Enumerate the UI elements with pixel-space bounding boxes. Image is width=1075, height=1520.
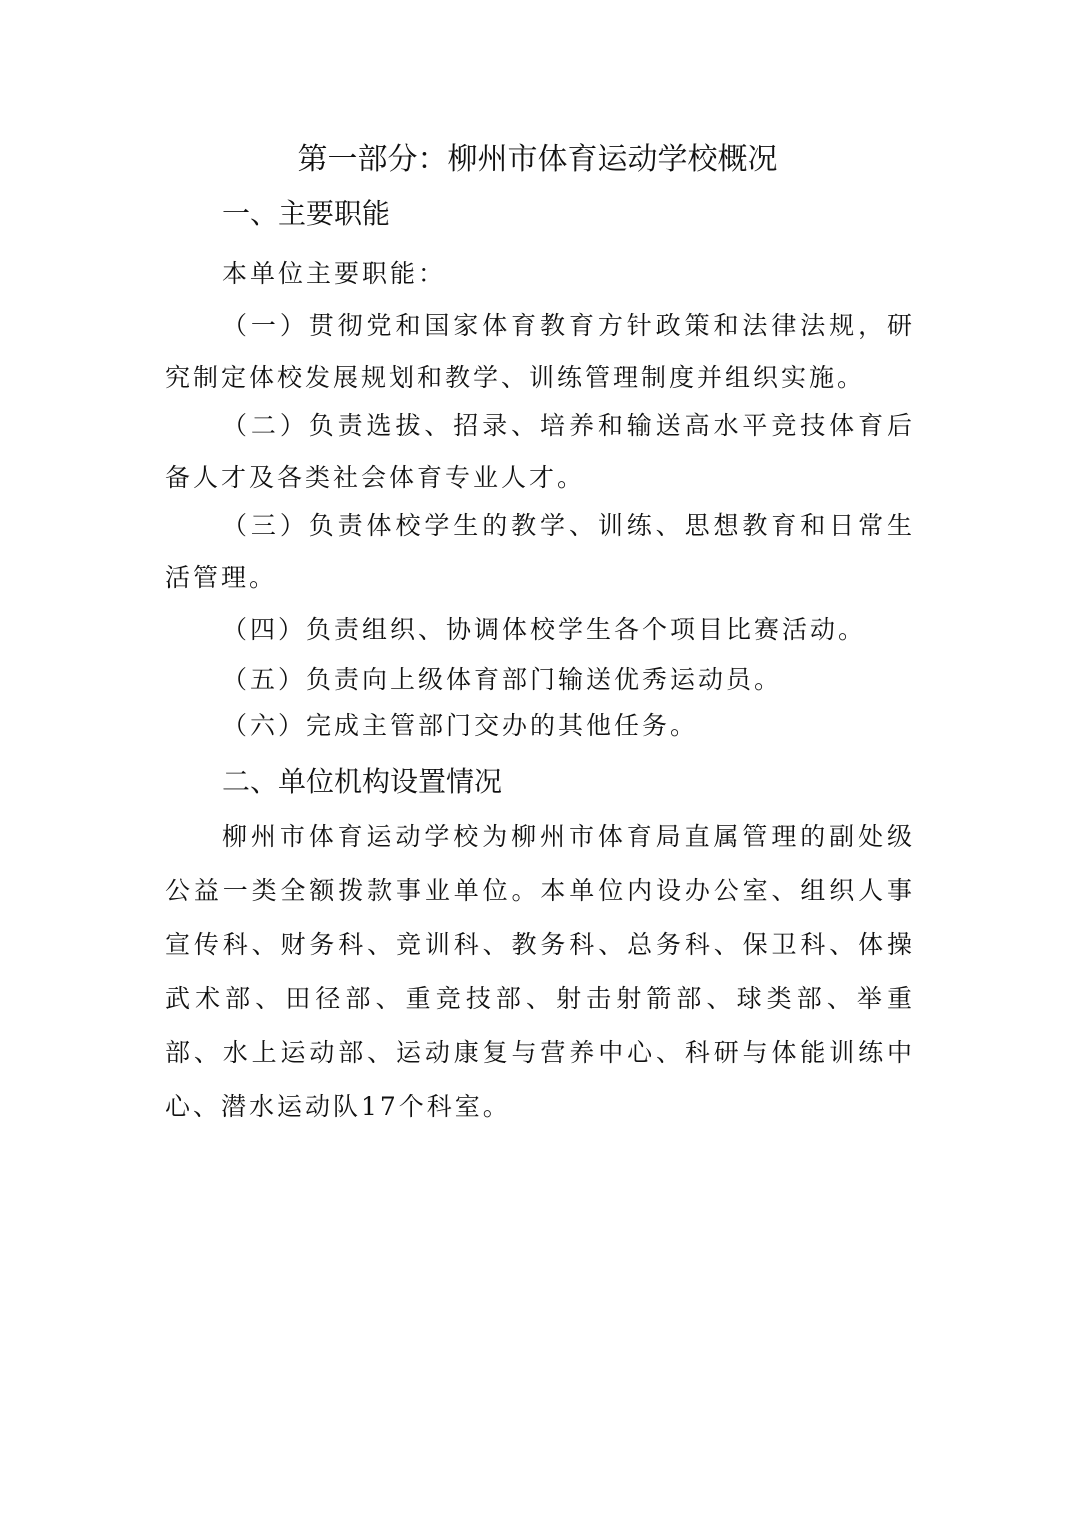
function-item-2: （二）负责选拔、招录、培养和输送高水平竞技体育后备人才及各类社会体育专业人才。 [165, 411, 915, 492]
section-heading-organization: 二、单位机构设置情况 [222, 765, 503, 798]
function-item-1: （一）贯彻党和国家体育教育方针政策和法律法规，研究制定体校发展规划和教学、训练管理制度并组织实施。 [165, 311, 915, 392]
section-heading-main-functions: 一、主要职能 [222, 197, 391, 230]
function-item-5: （五）负责向上级体育部门输送优秀运动员。 [222, 665, 783, 694]
function-item-3: （三）负责体校学生的教学、训练、思想教育和日常生活管理。 [165, 511, 915, 592]
organization-paragraph: 柳州市体育运动学校为柳州市体育局直属管理的副处级公益一类全额拨款事业单位。本单位内设办公室、组织人事宣传科、财务科、竞训科、教务科、总务科、保卫科、体操武术部、田径部、重竞技部、射击射箭部、球类部、举重部、水上运动部、运动康复与营养中心、科研与体能训练中心、潜水运动队17个科室。 [165, 822, 915, 1121]
document-title: 第一部分：柳州市体育运动学校概况 [297, 142, 778, 177]
function-item-6: （六）完成主管部门交办的其他任务。 [222, 711, 699, 740]
functions-intro: 本单位主要职能： [222, 259, 447, 288]
function-item-4: （四）负责组织、协调体校学生各个项目比赛活动。 [222, 615, 867, 644]
